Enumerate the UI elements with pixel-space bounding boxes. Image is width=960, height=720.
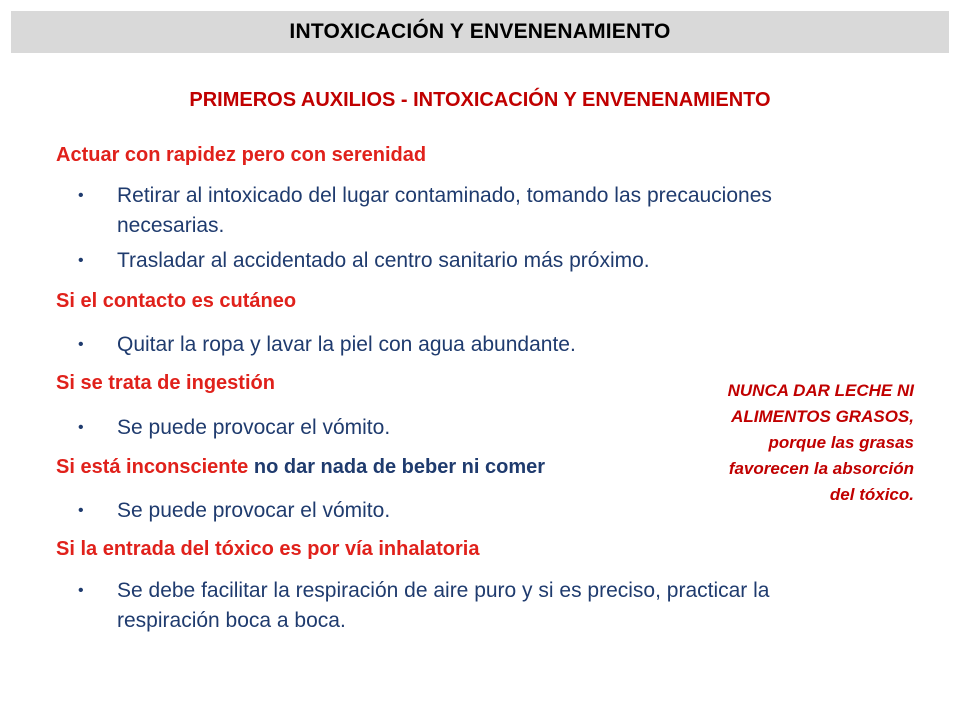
note-line: del tóxico. (829, 485, 914, 504)
bullet-text: Quitar la ropa y lavar la piel con agua abundante. (117, 333, 576, 356)
bullet-item (78, 576, 878, 636)
header-bar (11, 11, 949, 53)
slide-title: INTOXICACIÓN Y ENVENENAMIENTO (289, 20, 671, 43)
section-heading-inconsciente (56, 456, 545, 479)
bullet-item (78, 181, 878, 241)
bullet-icon: • (78, 336, 84, 353)
bullet-text: Retirar al intoxicado del lugar contaminado, tomando las precauciones necesarias. (117, 184, 772, 237)
bullet-icon: • (78, 502, 84, 519)
bullet-icon: • (78, 187, 84, 204)
bullet-icon: • (78, 582, 84, 599)
bullet-text: Trasladar al accidentado al centro sanitario más próximo. (117, 249, 650, 272)
section-heading-rapidez: Actuar con rapidez pero con serenidad (56, 144, 427, 166)
warning-note (660, 378, 914, 508)
bullet-text: Se debe facilitar la respiración de aire puro y si es preciso, practicar la respiración boca a boca. (117, 579, 770, 632)
section-heading-inhalatoria: Si la entrada del tóxico es por vía inhalatoria (56, 538, 480, 560)
note-line: favorecen la absorción (728, 459, 914, 478)
bullet-item (78, 246, 878, 276)
section-heading-ingestion: Si se trata de ingestión (56, 372, 275, 394)
note-line: porque las grasas (768, 433, 914, 452)
bullet-icon: • (78, 419, 84, 436)
section-heading-cutaneo: Si el contacto es cutáneo (56, 290, 297, 312)
slide-subtitle: PRIMEROS AUXILIOS - INTOXICACIÓN Y ENVENENAMIENTO (189, 89, 771, 111)
bullet-icon: • (78, 252, 84, 269)
note-line: NUNCA DAR LECHE NI (727, 381, 914, 400)
heading-red-part: Si está inconsciente (56, 456, 249, 478)
bullet-text: Se puede provocar el vómito. (117, 499, 391, 522)
bullet-text: Se puede provocar el vómito. (117, 416, 391, 439)
heading-blue-part: no dar nada de beber ni comer (253, 456, 546, 478)
bullet-item (78, 330, 878, 360)
note-line: ALIMENTOS GRASOS, (731, 407, 914, 426)
